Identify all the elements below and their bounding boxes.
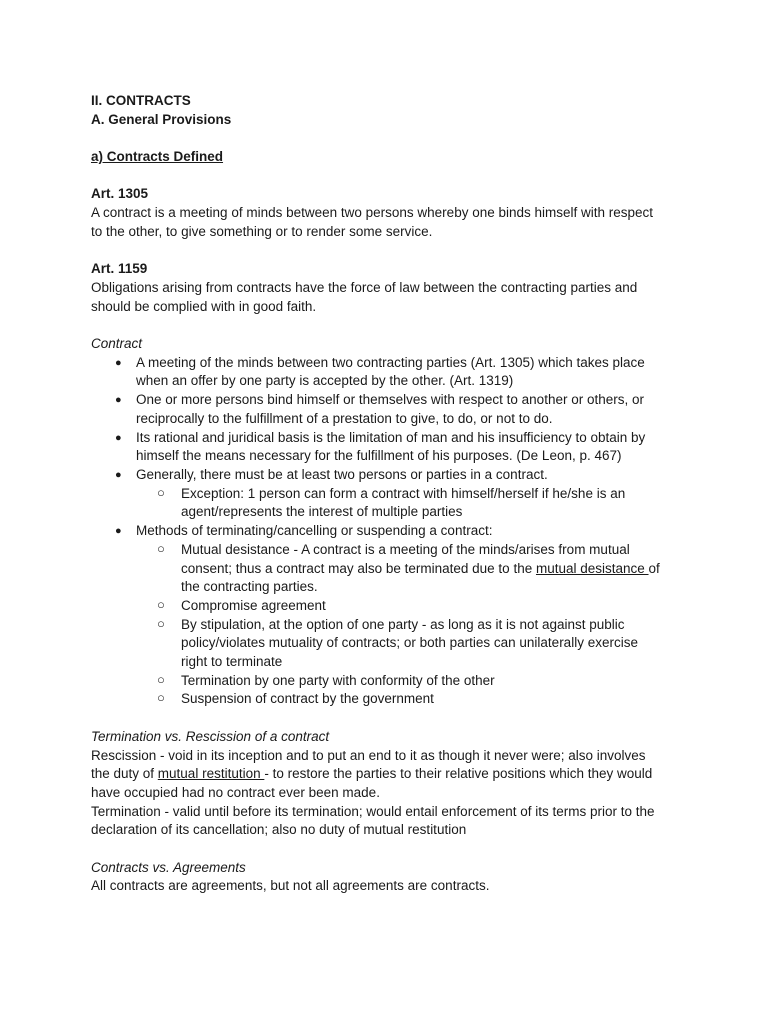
termination-line: Termination - valid until before its termination; would entail enforcement of its terms prior to the [91, 803, 655, 819]
text-run: of [648, 560, 660, 576]
sub-bullet-mark: ○ [157, 540, 165, 556]
list-item-text [181, 560, 691, 579]
list-item-text: himself the means necessary for the fulfillment of his purposes. (De Leon, p. 467) [136, 448, 622, 464]
sub-bullet-mark: ○ [157, 690, 165, 706]
list-item [91, 522, 691, 541]
art-1159-line: should be complied with in good faith. [91, 298, 317, 314]
list-item-text: Termination by one party with conformity of the other [181, 672, 495, 688]
bullet-mark: ● [115, 525, 122, 538]
art-1305-line: A contract is a meeting of minds between two persons whereby one binds himself with respect [91, 205, 654, 221]
mutual-restitution-term: mutual restitution [157, 766, 265, 782]
sub-list-item [91, 485, 691, 522]
list-item-text: agent/represents the interest of multiple parties [181, 504, 463, 520]
sub-list-item [91, 597, 691, 616]
sub-list-item [91, 672, 691, 691]
bullet-mark: ● [115, 394, 122, 407]
art-1159-line: Obligations arising from contracts have the force of law between the contracting parties and [91, 279, 638, 295]
rescission-line [91, 765, 691, 784]
list-item-text: Generally, there must be at least two persons or parties in a contract. [136, 467, 548, 482]
rescission-line: Rescission - void in its inception and to put an end to it as though it never were; also involves [91, 747, 646, 763]
mutual-desistance-term: mutual desistance [535, 560, 649, 576]
section-heading: II. CONTRACTS [91, 93, 191, 108]
list-item-text: when an offer by one party is accepted by the other. (Art. 1319) [136, 373, 514, 389]
sub-bullet-mark: ○ [157, 484, 165, 500]
sub-list-item [91, 541, 691, 597]
contract-title: Contract [91, 336, 143, 352]
art-1159-title: Art. 1159 [91, 261, 148, 277]
sub-bullet-mark: ○ [157, 596, 165, 612]
sub-bullet-mark: ○ [157, 615, 165, 631]
bullet-mark: ● [115, 469, 122, 481]
termination-line: declaration of its cancellation; also no duty of mutual restitution [91, 822, 467, 838]
list-item-text: right to terminate [181, 654, 283, 670]
rescission-line: have occupied had no contract ever been made. [91, 784, 380, 800]
agreements-line: All contracts are agreements, but not all agreements are contracts. [91, 878, 490, 894]
text-run: the duty of [91, 766, 158, 782]
list-item-text: the contracting parties. [181, 579, 318, 595]
bullet-mark: ● [115, 431, 122, 444]
text-run: consent; thus a contract may also be terminated due to the [181, 560, 536, 576]
sub-list-item [91, 690, 691, 709]
text-run: - to restore the parties to their relative positions which they would [264, 766, 653, 782]
subsection-heading: A. General Provisions [91, 111, 232, 127]
list-item-text: reciprocally to the fulfillment of a prestation to give, to do, or not to do. [136, 410, 553, 426]
list-item-text: policy/violates mutuality of contracts; or both parties can unilaterally exercise [181, 635, 638, 651]
list-item-text: Compromise agreement [181, 597, 326, 613]
list-item-text: Exception: 1 person can form a contract with himself/herself if he/she is an [181, 485, 626, 501]
document-page [91, 92, 691, 896]
list-item-text: Its rational and juridical basis is the limitation of man and his insufficiency to obtain by [136, 429, 646, 445]
sub-list-item [91, 616, 691, 672]
art-1305-line: to the other, to give something or to render some service. [91, 223, 433, 239]
list-item [91, 466, 691, 485]
list-item-text: By stipulation, at the option of one party - as long as it is not against public [181, 616, 625, 632]
list-item-text: Methods of terminating/cancelling or suspending a contract: [136, 523, 493, 539]
bullet-mark: ● [115, 356, 122, 369]
list-item [91, 391, 691, 428]
list-item [91, 354, 691, 391]
topic-heading: a) Contracts Defined [91, 149, 224, 165]
list-item-text: Suspension of contract by the government [181, 691, 434, 707]
agreements-title: Contracts vs. Agreements [91, 859, 246, 875]
contract-bullet-list [91, 354, 691, 709]
art-1305-title: Art. 1305 [91, 186, 149, 202]
list-item-text: Mutual desistance - A contract is a meeting of the minds/arises from mutual [181, 541, 630, 557]
sub-bullet-mark: ○ [157, 671, 165, 687]
list-item-text: One or more persons bind himself or themselves with respect to another or others, or [136, 392, 644, 408]
list-item [91, 429, 691, 466]
termination-title: Termination vs. Rescission of a contract [91, 728, 330, 744]
list-item-text: A meeting of the minds between two contracting parties (Art. 1305) which takes place [136, 354, 645, 370]
